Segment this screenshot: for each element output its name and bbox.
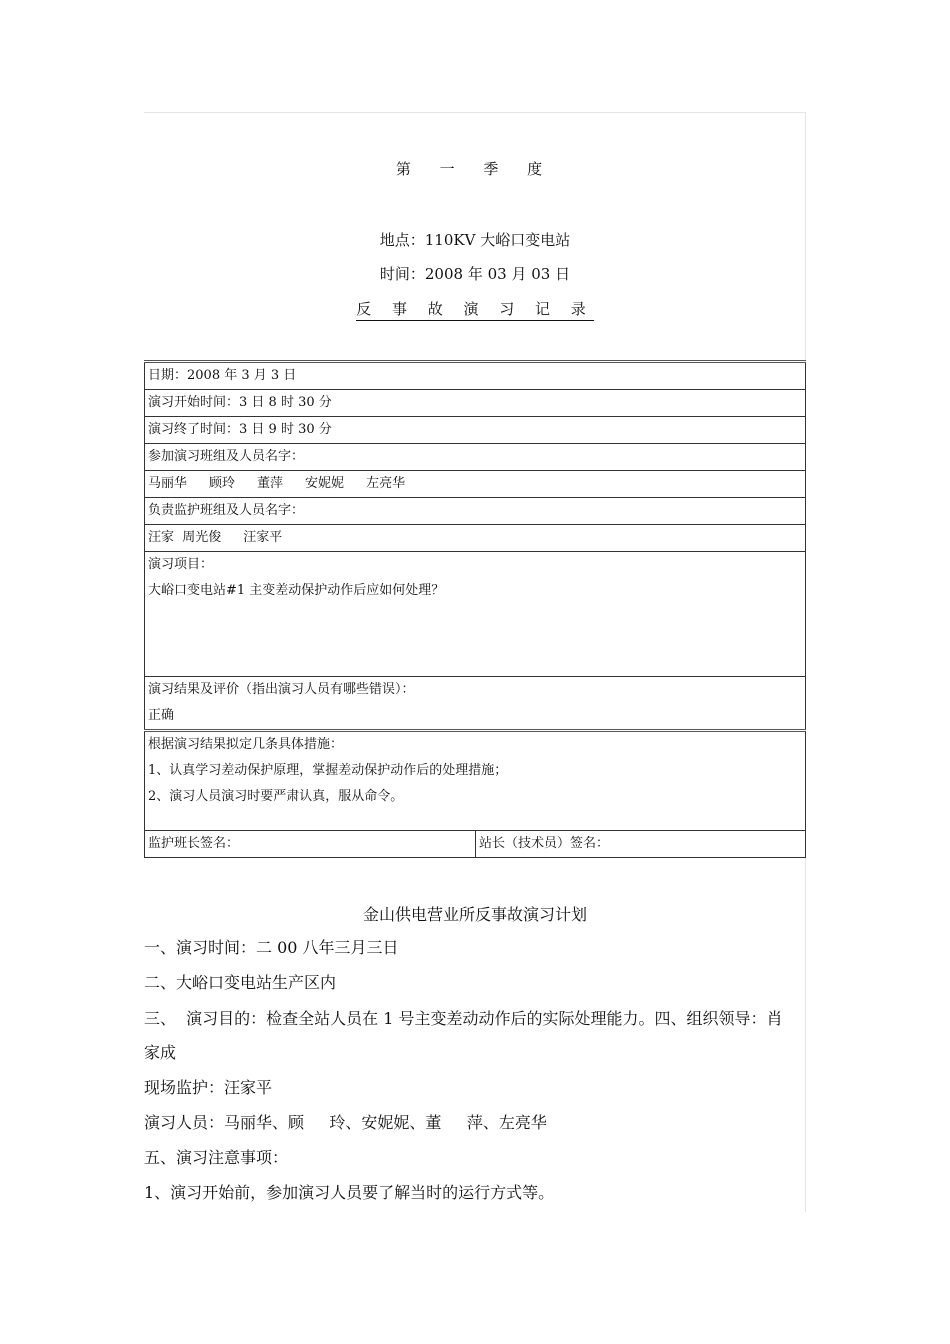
supervisor-name: 周光俊	[182, 530, 222, 545]
participants-label-cell: 参加演习班组及人员名字：	[145, 444, 806, 471]
measures-label: 根据演习结果拟定几条具体措施：	[148, 737, 344, 752]
supervisor-name: 汪家平	[243, 530, 283, 545]
project-cell	[145, 552, 806, 677]
table-row	[145, 471, 806, 498]
date-cell: 日期：2008 年 3 月 3 日	[145, 362, 806, 390]
measure-item: 1、认真学习差动保护原理，掌握差动保护动作后的处理措施；	[148, 763, 508, 778]
participant-name: 董萍	[257, 476, 284, 491]
table-row	[145, 417, 806, 444]
table-row	[145, 552, 806, 677]
supervisors-label-cell: 负责监护班组及人员名字：	[145, 498, 806, 525]
result-cell	[145, 677, 806, 731]
table-row	[145, 731, 806, 831]
plan-line: 演习人员：马丽华、顾 玲、安妮妮、董 萍、左亮华	[144, 1113, 547, 1132]
time-line: 时间：2008 年 03 月 03 日	[379, 265, 571, 283]
supervisor-name: 汪家	[148, 530, 175, 545]
plan-line: 三、 演习目的：检查全站人员在 1 号主变差动动作后的实际处理能力。四、组织领导：肖	[144, 1009, 783, 1028]
table-row	[145, 525, 806, 552]
participant-name: 顾玲	[209, 476, 236, 491]
plan-line: 现场监护：汪家平	[144, 1078, 273, 1097]
plan-line: 1、演习开始前，参加演习人员要了解当时的运行方式等。	[144, 1183, 555, 1202]
supervisor-signature-cell: 监护班长签名：	[145, 831, 476, 858]
page-top-edge	[144, 112, 806, 113]
record-title: 反 事 故 演 习 记 录	[144, 298, 806, 319]
supervisors-cell	[145, 525, 806, 552]
table-row	[145, 498, 806, 525]
participant-name: 马丽华	[148, 476, 188, 491]
table-row	[145, 831, 806, 858]
end-time-cell: 演习终了时间：3 日 9 时 30 分	[145, 417, 806, 444]
table-row	[145, 444, 806, 471]
result-text: 正确	[148, 708, 175, 723]
plan-line: 五、演习注意事项：	[144, 1148, 289, 1167]
plan-title: 金山供电营业所反事故演习计划	[362, 905, 587, 924]
location-line: 地点：110KV 大峪口变电站	[379, 231, 571, 249]
plan-line: 一、演习时间：二 00 八年三月三日	[144, 938, 399, 957]
plan-line: 家成	[144, 1043, 177, 1062]
project-text: 大峪口变电站#1 主变差动保护动作后应如何处理？	[148, 583, 445, 598]
project-label: 演习项目：	[148, 557, 214, 572]
participants-cell	[145, 471, 806, 498]
result-label: 演习结果及评价（指出演习人员有哪些错误）：	[148, 682, 415, 697]
master-signature-cell: 站长（技术员）签名：	[476, 831, 806, 858]
start-time-cell: 演习开始时间：3 日 8 时 30 分	[145, 390, 806, 417]
plan-line: 二、大峪口变电站生产区内	[144, 973, 337, 992]
table-row	[145, 677, 806, 731]
table-row	[145, 390, 806, 417]
participant-name: 安妮妮	[305, 476, 345, 491]
measure-item: 2、演习人员演习时要严肃认真，服从命令。	[148, 789, 404, 804]
season-heading: 第 一 季 度	[395, 160, 555, 178]
measures-cell	[145, 731, 806, 831]
participant-name: 左亮华	[366, 476, 406, 491]
table-row	[145, 362, 806, 390]
drill-record-table	[144, 360, 806, 858]
